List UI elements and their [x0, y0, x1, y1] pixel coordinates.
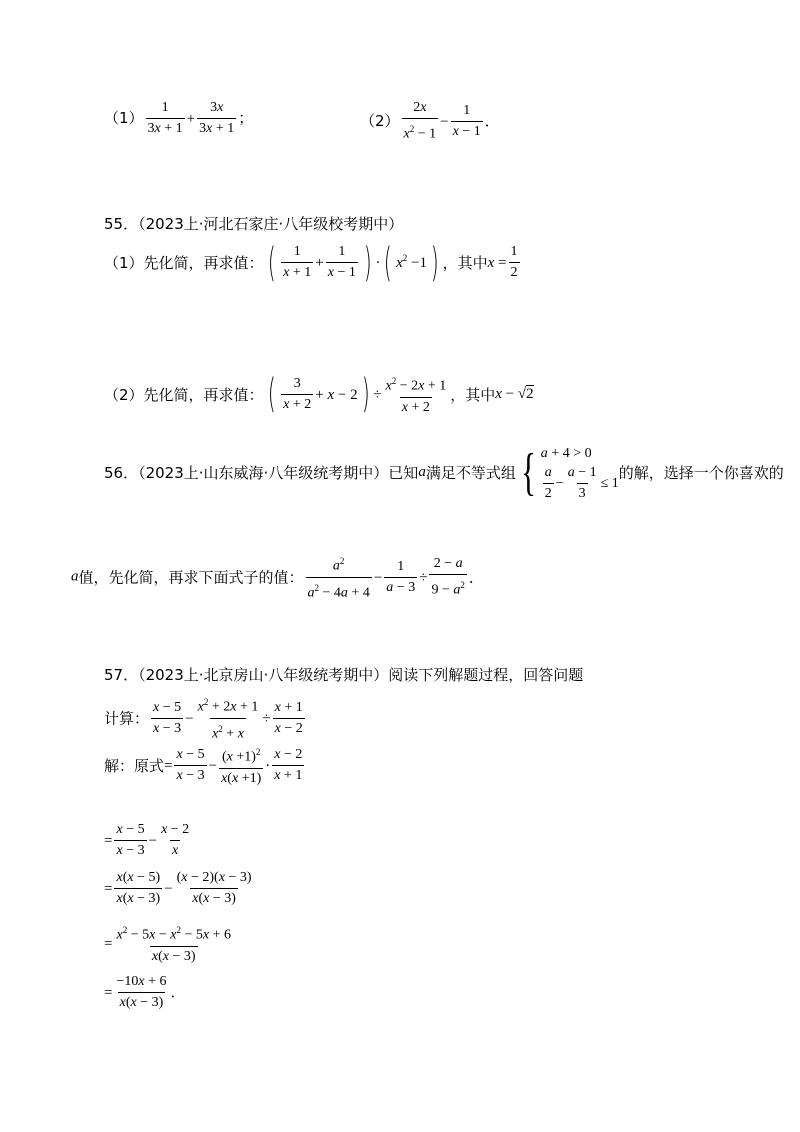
q57-step5: = $\frac{-10x + 6}{x(x - 3)}$ ．	[104, 974, 186, 1010]
q55-part1-condition: x = $\frac{1}{2}$	[487, 244, 518, 280]
q57-step4: = $\frac{x^2 - 5x - x^2 - 5x + 6}{x(x - 3)}$	[104, 925, 231, 964]
q57-title: 57．（2023上·北京房山·八年级统考期中）阅读下列解题过程，回答问题	[104, 666, 584, 684]
q54-part1-label: （1）	[104, 109, 144, 127]
q55-part2	[104, 373, 534, 416]
q56-tail: 的解，选择一个你喜欢的	[618, 464, 784, 482]
q54-part1	[104, 100, 253, 137]
q56-expression: $\frac{a^2}{a^2 - 4a + 4}$ − $\frac{1}{a - 3}$ ÷ $\frac{2 - a}{9 - a^2}$	[307, 555, 465, 601]
q55-part2-condition: x − √2	[495, 385, 534, 402]
q56-variable-a-2: a	[71, 568, 79, 585]
q57-step3: = $\frac{x(x - 5)}{x(x - 3)}$ − $\frac{(x - 2)(x - 3)}{x(x - 3)}$	[104, 870, 252, 906]
q57-calc	[104, 694, 307, 742]
q54-part1-expression: $\frac{1}{3x + 1}$ + $\frac{3x}{3x + 1}$	[147, 100, 235, 136]
q55-part1-mid: ，其中	[442, 254, 488, 272]
q57-solution-line1	[104, 744, 306, 787]
q57-step2: = $\frac{x - 5}{x - 3}$ − $\frac{x - 2}{x}$	[104, 822, 190, 858]
q56-variable-a: a	[418, 464, 426, 480]
q54-part2-expression: $\frac{2x}{x^2 - 1}$ − $\frac{1}{x - 1}$	[403, 100, 481, 142]
q56-line2	[71, 553, 484, 601]
q57-calc-label: 计算：	[104, 709, 150, 728]
q56-line1	[104, 443, 784, 502]
q55-title: 55．（2023上·河北石家庄·八年级校考期中）	[104, 215, 404, 233]
q55-part2-prefix: （2）先化简，再求值：	[104, 385, 264, 404]
q56-inequality-system: { a + 4 > 0 $\frac{a}{2}$ − $\frac{a - 1}{3}$ ≤ 1	[520, 443, 619, 501]
q55-part1-expression: ( $\frac{1}{x + 1}$ + $\frac{1}{x - 1}$ ) ·( $x^2 -1$)	[267, 239, 439, 286]
q54-part2-label: （2）	[360, 111, 400, 130]
q56-end: ．	[468, 568, 484, 587]
q56-mid: 满足不等式组	[425, 464, 516, 482]
q54-part2-end: ．	[484, 111, 500, 130]
q55-part2-expression: ( $\frac{3}{x + 2}$ + x − 2) ÷ $\frac{x^2 - 2x + 1}{x + 2}$	[267, 371, 447, 418]
q57-end: ．	[170, 983, 186, 1001]
q56-line2-mid: 值，先化简，再求下面式子的值：	[78, 568, 304, 587]
q57-calc-expression: $\frac{x - 5}{x - 3}$ − $\frac{x^2 + 2x + 1}{x^2 + x}$ ÷ $\frac{x + 1}{x - 2}$	[153, 697, 303, 742]
q56-title: 56．（2023上·山东威海·八年级统考期中）已知	[104, 464, 419, 482]
q54-part2	[360, 100, 500, 143]
q57-solution-label: 解：原式	[104, 756, 165, 775]
q55-part1-prefix: （1）先化简，再求值：	[104, 254, 264, 272]
q54-part1-separator: ；	[238, 109, 254, 127]
q57-step1: = $\frac{x - 5}{x - 3}$ − $\frac{(x +1)^2}{x(x +1)}$ · $\frac{x - 2}{x + 1}$	[164, 746, 303, 786]
q55-part2-mid: ，其中	[450, 385, 496, 404]
q55-part1	[104, 239, 522, 286]
